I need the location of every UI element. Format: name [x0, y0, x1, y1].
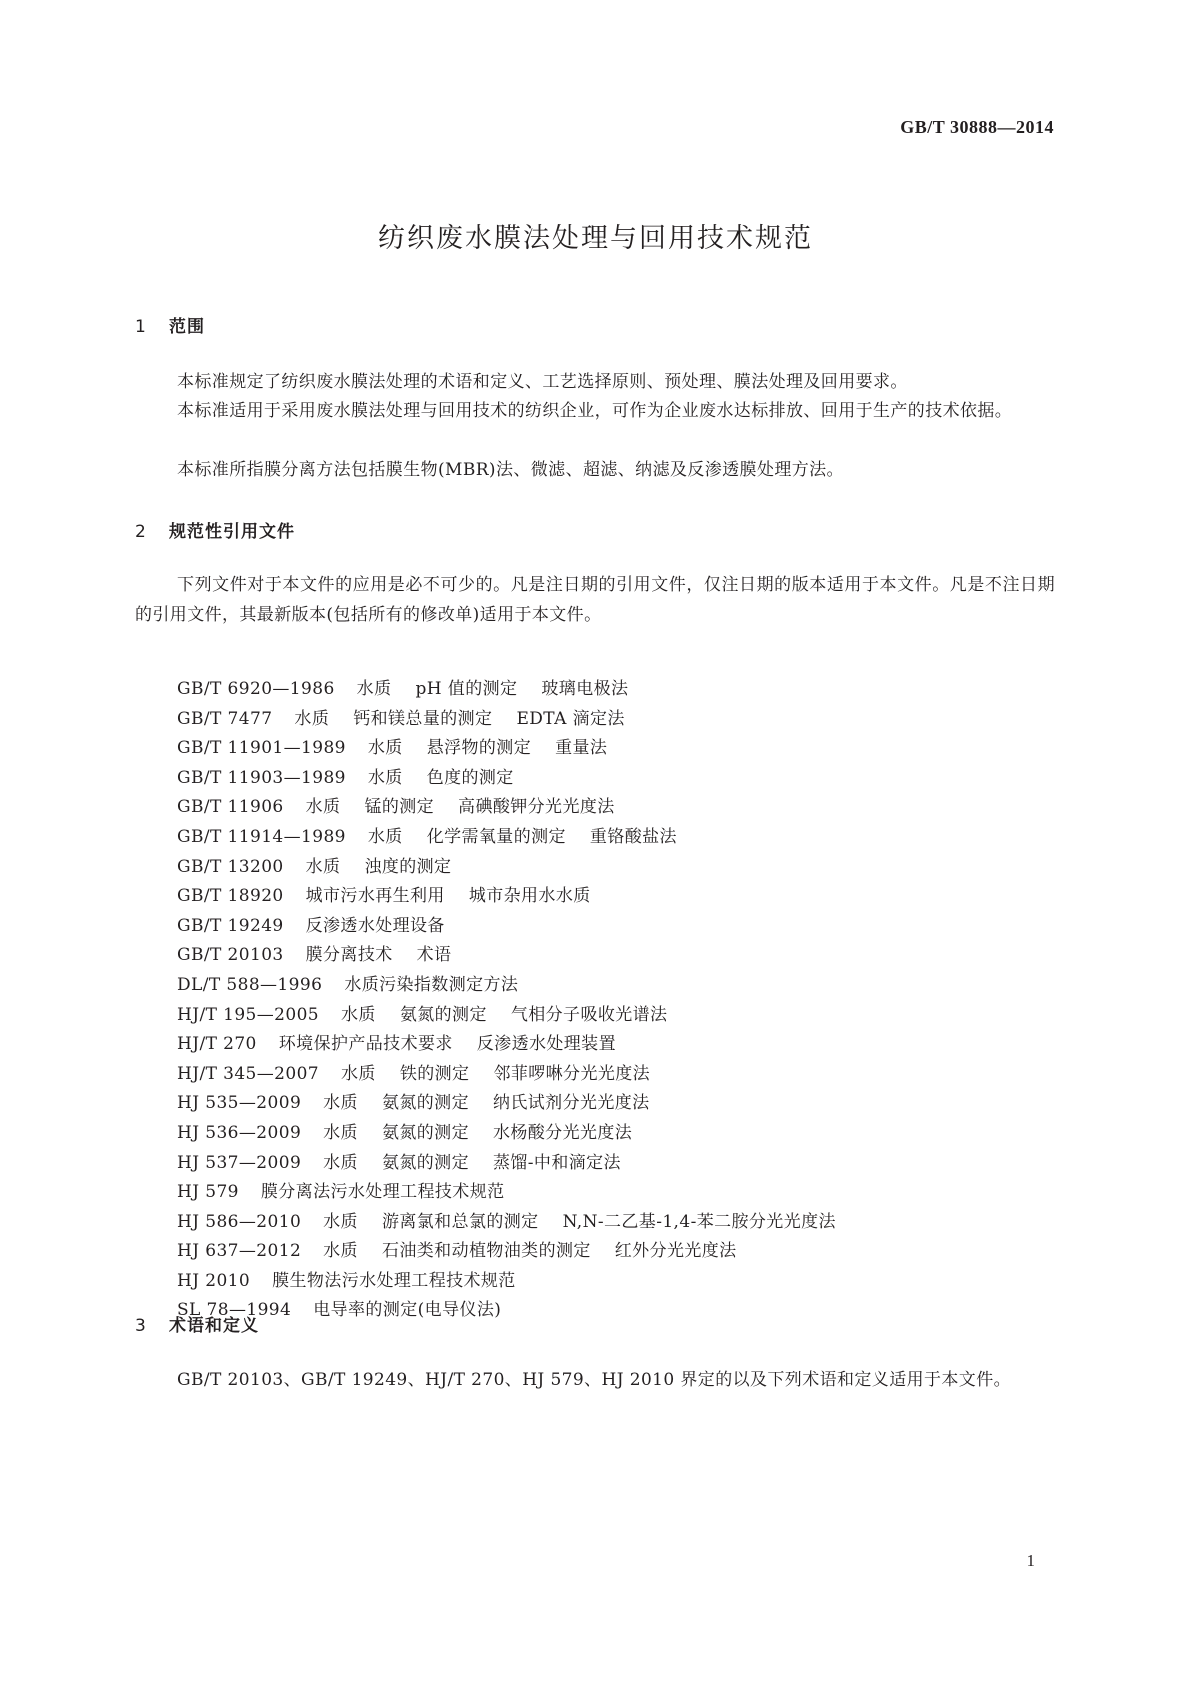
reference-code: HJ/T 270 [177, 1034, 257, 1055]
reference-title-part: 水质 [323, 1152, 358, 1173]
reference-title-part: 水质 [323, 1211, 358, 1232]
reference-title-part: 重量法 [555, 738, 608, 759]
scope-paragraph: 本标准所指膜分离方法包括膜生物(MBR)法、微滤、超滤、纳滤及反渗透膜处理方法。 [177, 460, 844, 480]
reference-item [177, 734, 1077, 764]
reference-item [177, 853, 1077, 883]
reference-title-part: 水质 [305, 797, 341, 818]
reference-code: DL/T 588—1996 [177, 974, 323, 995]
reference-title-part: 色度的测定 [426, 767, 514, 788]
document-title: 纺织废水膜法处理与回用技术规范 [378, 223, 813, 254]
reference-code: HJ 535—2009 [177, 1093, 302, 1114]
reference-code: GB/T 19249 [177, 915, 284, 936]
reference-title-part: 红外分光光度法 [614, 1241, 737, 1262]
section-title: 规范性引用文件 [169, 522, 295, 542]
reference-title-part: N,N-二乙基-1,4-苯二胺分光光度法 [562, 1211, 836, 1232]
reference-code: HJ 637—2012 [177, 1241, 302, 1262]
reference-title-part: pH 值的测定 [415, 679, 518, 699]
section-title: 术语和定义 [169, 1316, 259, 1336]
section-number: 1 [135, 317, 147, 337]
reference-title-part: 重铬酸盐法 [589, 826, 677, 847]
reference-title-part: 悬浮物的测定 [426, 738, 532, 759]
reference-title-part: 水质污染指数测定方法 [344, 974, 519, 995]
reference-code: GB/T 11901—1989 [177, 738, 346, 759]
reference-title-part: 水质 [367, 826, 403, 847]
reference-title-part: 反渗透水处理装置 [476, 1034, 616, 1055]
reference-title-part: 水质 [367, 767, 403, 788]
reference-title-part: 水质 [356, 679, 392, 699]
reference-title-part: 水质 [323, 1093, 358, 1114]
reference-code: GB/T 11914—1989 [177, 826, 346, 847]
reference-title-part: 游离氯和总氯的测定 [381, 1211, 539, 1232]
normative-references-intro: 下列文件对于本文件的应用是必不可少的。凡是注日期的引用文件，仅注日期的版本适用于本文件。凡是不注日期的引用文件，其最新版本(包括所有的修改单)适用于本文件。 [135, 575, 1055, 625]
reference-list [177, 675, 1077, 1326]
reference-item [177, 912, 1077, 942]
reference-code: HJ/T 195—2005 [177, 1004, 320, 1025]
reference-item [177, 1208, 1077, 1238]
reference-title-part: 电导率的测定(电导仪法) [313, 1300, 502, 1321]
reference-code: GB/T 11903—1989 [177, 767, 346, 788]
reference-title-part: 水质 [341, 1063, 376, 1084]
reference-title-part: 邻菲啰啉分光光度法 [493, 1063, 651, 1084]
reference-title-part: 锰的测定 [364, 797, 435, 818]
reference-item [177, 1001, 1077, 1031]
standard-code: GB/T 30888—2014 [900, 117, 1054, 137]
reference-title-part: 水质 [305, 856, 341, 877]
reference-code: GB/T 7477 [177, 708, 273, 729]
reference-item [177, 764, 1077, 794]
reference-item [177, 1178, 1077, 1208]
terms-intro: GB/T 20103、GB/T 19249、HJ/T 270、HJ 579、HJ 2010 界定的以及下列术语和定义适用于本文件。 [177, 1370, 1012, 1390]
reference-title-part: EDTA 滴定法 [516, 708, 625, 729]
reference-title-part: 氨氮的测定 [399, 1004, 487, 1025]
reference-title-part: 水杨酸分光光度法 [492, 1122, 633, 1143]
reference-title-part: 城市污水再生利用 [305, 886, 445, 907]
reference-item [177, 1149, 1077, 1179]
reference-item [177, 1267, 1077, 1297]
reference-code: SL 78—1994 [177, 1300, 292, 1321]
reference-title-part: 纳氏试剂分光光度法 [492, 1093, 650, 1114]
reference-title-part: 水质 [323, 1241, 358, 1262]
reference-title-part: 氨氮的测定 [381, 1152, 469, 1173]
reference-title-part: 水质 [294, 708, 330, 729]
reference-title-part: 膜生物法污水处理工程技术规范 [272, 1270, 516, 1291]
reference-item [177, 1030, 1077, 1060]
reference-title-part: 玻璃电极法 [541, 679, 629, 699]
reference-code: HJ 586—2010 [177, 1211, 302, 1232]
reference-title-part: 化学需氧量的测定 [426, 826, 566, 847]
reference-code: HJ 579 [177, 1182, 239, 1203]
reference-title-part: 蒸馏-中和滴定法 [492, 1152, 621, 1173]
reference-code: HJ 536—2009 [177, 1122, 302, 1143]
reference-code: GB/T 18920 [177, 886, 284, 907]
section-number: 2 [135, 522, 147, 542]
reference-title-part: 环境保护产品技术要求 [278, 1034, 453, 1055]
reference-title-part: 氨氮的测定 [381, 1093, 469, 1114]
reference-item [177, 882, 1077, 912]
reference-code: GB/T 13200 [177, 856, 284, 877]
section-number: 3 [135, 1316, 147, 1336]
scope-paragraph: 本标准规定了纺织废水膜法处理的术语和定义、工艺选择原则、预处理、膜法处理及回用要求。 [177, 372, 908, 392]
reference-item [177, 1119, 1077, 1149]
reference-item [177, 823, 1077, 853]
reference-title-part: 膜分离法污水处理工程技术规范 [260, 1182, 505, 1203]
section-3-heading [135, 1311, 259, 1336]
reference-item [177, 705, 1077, 735]
scope-paragraph: 本标准适用于采用废水膜法处理与回用技术的纺织企业，可作为企业废水达标排放、回用于生产的技术依据。 [177, 401, 1013, 421]
reference-title-part: 浊度的测定 [364, 856, 452, 877]
reference-code: HJ 537—2009 [177, 1152, 302, 1173]
reference-title-part: 氨氮的测定 [381, 1122, 469, 1143]
reference-code: GB/T 11906 [177, 797, 284, 818]
reference-title-part: 铁的测定 [399, 1063, 470, 1084]
section-2-heading [135, 517, 295, 542]
reference-title-part: 气相分子吸收光谱法 [510, 1004, 668, 1025]
reference-code: GB/T 20103 [177, 945, 284, 966]
reference-title-part: 水质 [341, 1004, 376, 1025]
reference-item [177, 971, 1077, 1001]
reference-title-part: 水质 [323, 1122, 358, 1143]
reference-code: GB/T 6920—1986 [177, 679, 335, 699]
reference-title-part: 高碘酸钾分光光度法 [458, 797, 615, 818]
reference-item [177, 1089, 1077, 1119]
reference-code: HJ 2010 [177, 1270, 251, 1291]
reference-title-part: 术语 [416, 945, 452, 966]
reference-item [177, 675, 1077, 705]
section-title: 范围 [169, 317, 205, 337]
section-1-heading [135, 312, 205, 337]
reference-title-part: 膜分离技术 [305, 945, 393, 966]
reference-title-part: 反渗透水处理设备 [305, 915, 445, 936]
page-number: 1 [1026, 1551, 1035, 1570]
reference-item [177, 1237, 1077, 1267]
reference-code: HJ/T 345—2007 [177, 1063, 320, 1084]
reference-item [177, 1296, 1077, 1326]
reference-item [177, 1060, 1077, 1090]
reference-title-part: 水质 [367, 738, 403, 759]
reference-title-part: 钙和镁总量的测定 [353, 708, 493, 729]
reference-title-part: 石油类和动植物油类的测定 [381, 1241, 591, 1262]
reference-item [177, 941, 1077, 971]
reference-title-part: 城市杂用水水质 [468, 886, 591, 907]
reference-item [177, 793, 1077, 823]
